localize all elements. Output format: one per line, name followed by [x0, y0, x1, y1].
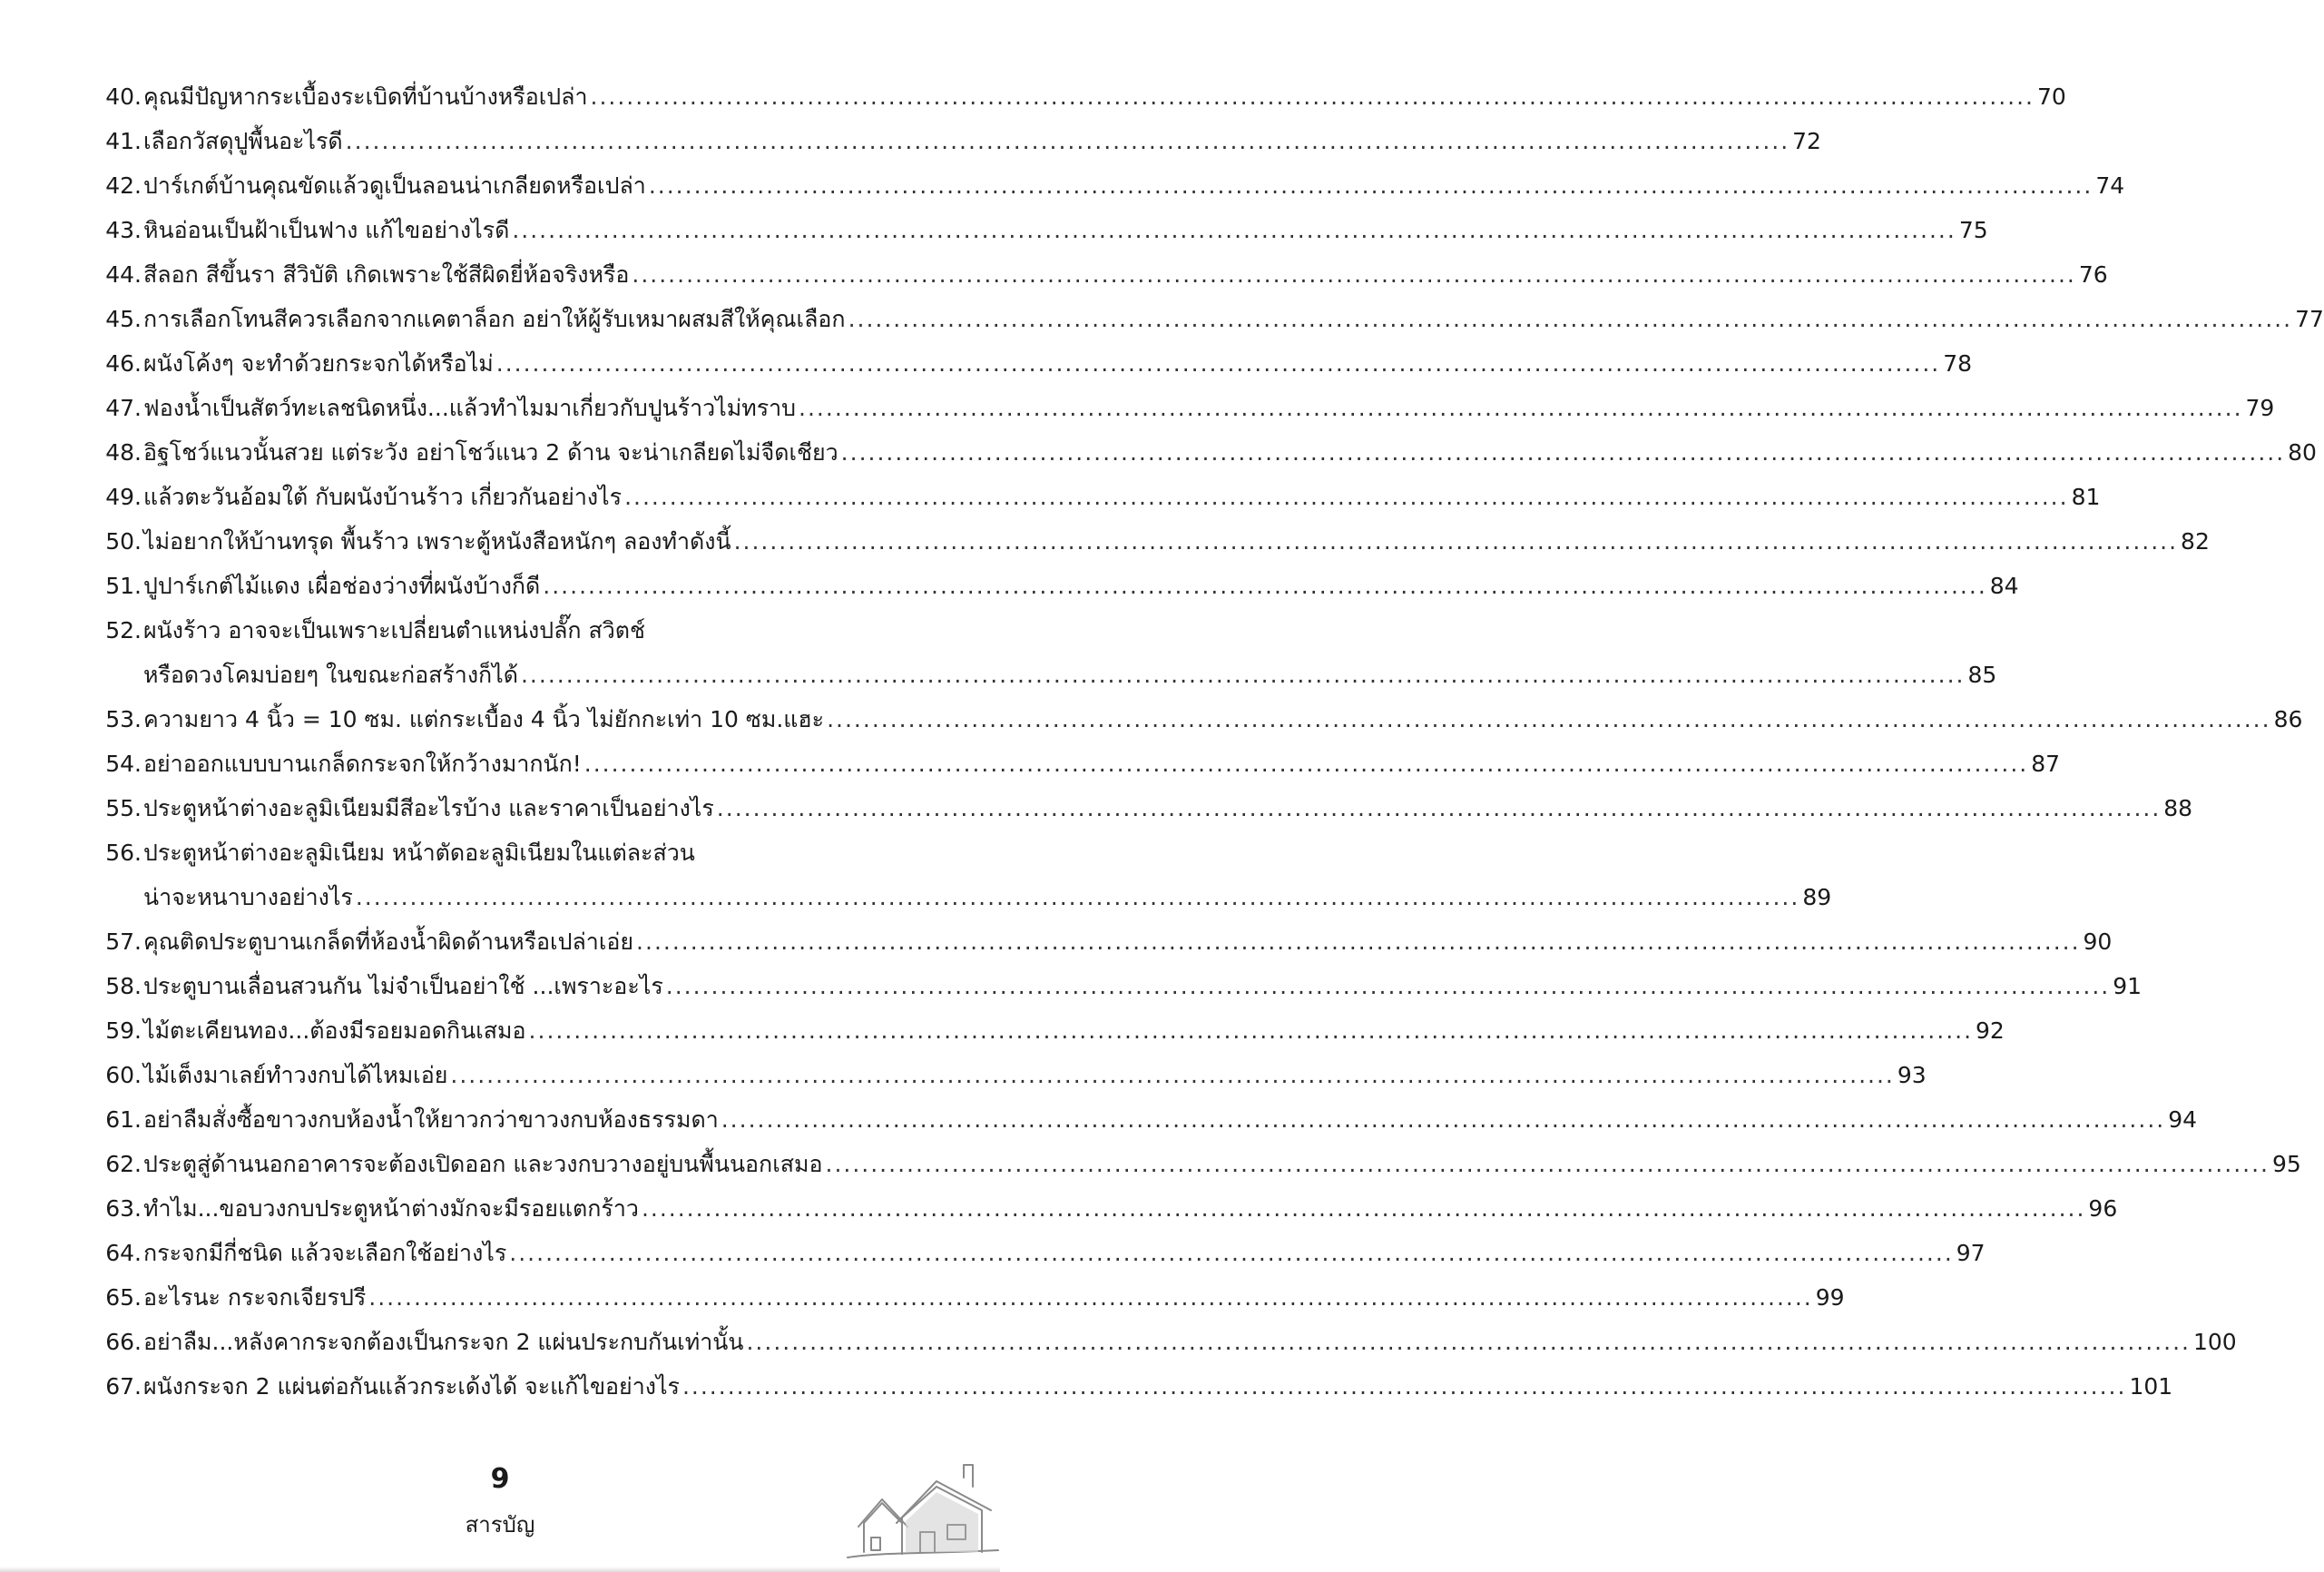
dot-leader: ................................................................................................................................................................	[509, 1240, 1954, 1266]
toc-entry-title: การเลือกโทนสีควรเลือกจากแคตาล็อก อย่าให้ผู้รับเหมาผสมสีให้คุณเลือก	[143, 306, 846, 332]
dot-leader: ................................................................................................................................................................	[648, 172, 2094, 199]
toc-entry-number: 63.	[105, 1195, 142, 1222]
toc-entry-title: ความยาว 4 นิ้ว = 10 ซม. แต่กระเบื้อง 4 นิ้ว ไม่ยักกะเท่า 10 ซม.แฮะ	[143, 706, 825, 732]
dot-leader: ................................................................................................................................................................	[543, 573, 1987, 599]
toc-entry-page: 87	[2031, 751, 2061, 777]
toc-entry	[102, 1275, 1845, 1320]
toc-entry-page: 86	[2273, 706, 2303, 732]
toc-entry-title: อิฐโชว์แนวนั้นสวย แต่ระวัง อย่าโชว์แนว 2 ด้าน จะน่าเกลียดไม่จืดเชียว	[143, 439, 838, 466]
dot-leader: ................................................................................................................................................................	[721, 1106, 2166, 1133]
toc-entry-page: 91	[2113, 973, 2143, 999]
dot-leader: ................................................................................................................................................................	[733, 528, 2179, 555]
toc-entry	[102, 1364, 2173, 1409]
toc-entry-page: 97	[1956, 1240, 1986, 1266]
toc-entry-title: ผนังร้าว อาจจะเป็นเพราะเปลี่ยนตำแหน่งปลั๊ก สวิตช์	[143, 617, 646, 644]
toc-entry-number: 62.	[105, 1151, 142, 1177]
toc-entry-title: คุณติดประตูบานเกล็ดที่ห้องน้ำผิดด้านหรือเปล่าเอ่ย	[143, 928, 634, 955]
toc-entry-number: 47.	[105, 395, 142, 421]
dot-leader: ................................................................................................................................................................	[520, 662, 1966, 688]
toc-entry-title: ประตูสู่ด้านนอกอาคารจะต้องเปิดออก และวงกบวางอยู่บนพื้นนอกเสมอ	[143, 1151, 823, 1177]
dot-leader: ................................................................................................................................................................	[840, 439, 2286, 466]
toc-entry	[102, 1320, 2237, 1364]
toc-entry-title: น่าจะหนาบางอย่างไร	[143, 884, 353, 910]
dot-leader: ................................................................................................................................................................	[368, 1284, 1813, 1311]
page-number: 9	[490, 1463, 510, 1495]
toc-entry-page: 72	[1792, 128, 1821, 154]
toc-entry-page: 95	[2271, 1151, 2301, 1177]
toc-entry-title: ปูปาร์เกต์ไม้แดง เผื่อช่องว่างที่ผนังบ้างก็ดี	[143, 573, 541, 599]
toc-entry-number: 51.	[105, 573, 142, 599]
dot-leader: ................................................................................................................................................................	[636, 928, 2081, 955]
toc-entry-title: อะไรนะ กระจกเจียรปรี	[143, 1284, 367, 1311]
toc-entry-number: 40.	[105, 84, 142, 110]
toc-entry-title: ฟองน้ำเป็นสัตว์ทะเลชนิดหนึ่ง...แล้วทำไมมาเกี่ยวกับปูนร้าวไม่ทราบ	[143, 395, 797, 421]
toc-entry	[102, 786, 2193, 830]
toc-entry	[102, 386, 2275, 430]
toc-entry-title: ประตูหน้าต่างอะลูมิเนียมมีสีอะไรบ้าง และราคาเป็นอย่างไร	[143, 795, 714, 821]
toc-entry-page: 93	[1897, 1062, 1927, 1088]
toc-entry-title: ทำไม...ขอบวงกบประตูหน้าต่างมักจะมีรอยแตกร้าว	[143, 1195, 639, 1222]
toc-entry-page: 84	[1989, 573, 2019, 599]
toc-entry-title: ผนังโค้งๆ จะทำด้วยกระจกได้หรือไม่	[143, 350, 494, 377]
dot-leader: ................................................................................................................................................................	[590, 84, 2035, 110]
toc-entry	[102, 1053, 1927, 1097]
toc-entry-title: อย่าลืมสั่งซื้อขาวงกบห้องน้ำให้ยาวกว่าขาวงกบห้องธรรมดา	[143, 1106, 719, 1133]
dot-leader: ................................................................................................................................................................	[345, 128, 1790, 154]
toc-entry-number: 65.	[105, 1284, 142, 1311]
toc-entry	[102, 119, 1821, 163]
toc-entry-title: อย่าลืม...หลังคากระจกต้องเป็นกระจก 2 แผ่นประกบกันเท่านั้น	[143, 1329, 744, 1355]
toc-entry-title: ผนังกระจก 2 แผ่นต่อกันแล้วกระเด้งได้ จะแก้ไขอย่างไร	[143, 1373, 680, 1400]
toc-entry-number: 45.	[105, 306, 142, 332]
dot-leader: ................................................................................................................................................................	[682, 1373, 2127, 1400]
toc-entry-number: 56.	[105, 840, 142, 866]
section-label: สารบัญ	[465, 1512, 535, 1538]
toc-entry-number: 46.	[105, 350, 142, 377]
toc-entry-number: 58.	[105, 973, 142, 999]
toc-entry-title: แล้วตะวันอ้อมใต้ กับผนังบ้านร้าว เกี่ยวกันอย่างไร	[143, 484, 623, 510]
dot-leader: ................................................................................................................................................................	[355, 884, 1800, 910]
toc-entry-number: 57.	[105, 928, 142, 955]
dot-leader: ................................................................................................................................................................	[665, 973, 2111, 999]
toc-entry-page: 96	[2088, 1195, 2118, 1222]
toc-entry	[102, 74, 2066, 119]
toc-entry	[102, 297, 2324, 341]
toc-entry-title: ไม่อยากให้บ้านทรุด พื้นร้าว เพราะตู้หนังสือหนักๆ ลองทำดังนี้	[143, 528, 731, 555]
toc-entry-number: 49.	[105, 484, 142, 510]
toc-entry-title: ประตูบานเลื่อนสวนกัน ไม่จำเป็นอย่าใช้ ...เพราะอะไร	[143, 973, 663, 999]
toc-entry-page: 100	[2192, 1329, 2237, 1355]
toc-entry-page: 81	[2071, 484, 2101, 510]
toc-entry-page: 76	[2078, 261, 2108, 288]
toc-entry	[102, 742, 2061, 786]
dot-leader: ................................................................................................................................................................	[528, 1017, 1974, 1044]
dot-leader: ................................................................................................................................................................	[632, 261, 2076, 288]
toc-entry	[102, 475, 2101, 519]
toc-entry-number: 55.	[105, 795, 142, 821]
toc-entry	[102, 163, 2125, 208]
toc-entry-title: ปาร์เกต์บ้านคุณขัดแล้วดูเป็นลอนน่าเกลียดหรือเปล่า	[143, 172, 646, 199]
toc-entry-page: 79	[2245, 395, 2275, 421]
dot-leader: ................................................................................................................................................................	[495, 350, 1941, 377]
toc-entry-number: 67.	[105, 1373, 142, 1400]
dot-leader: ................................................................................................................................................................	[450, 1062, 1895, 1088]
dot-leader: ................................................................................................................................................................	[512, 217, 1956, 243]
dot-leader: ................................................................................................................................................................	[848, 306, 2293, 332]
dot-leader: ................................................................................................................................................................	[641, 1195, 2086, 1222]
toc-entry-page: 85	[1967, 662, 1997, 688]
toc-entry	[102, 252, 2108, 297]
toc-entry	[102, 564, 2019, 608]
toc-entry-page: 99	[1815, 1284, 1845, 1311]
dot-leader: ................................................................................................................................................................	[716, 795, 2162, 821]
toc-entry-number: 48.	[105, 439, 142, 466]
toc-entry	[102, 430, 2317, 475]
toc-entry-title: เลือกวัสดุปูพื้นอะไรดี	[143, 128, 343, 154]
dot-leader: ................................................................................................................................................................	[624, 484, 2069, 510]
toc-entry-number: 50.	[105, 528, 142, 555]
dot-leader: ................................................................................................................................................................	[583, 751, 2029, 777]
toc-entry-number: 53.	[105, 706, 142, 732]
toc-entry	[102, 1186, 2118, 1231]
toc-entry-page: 89	[1802, 884, 1832, 910]
toc-entry-number: 61.	[105, 1106, 142, 1133]
toc-entry	[102, 1097, 2198, 1142]
page-bottom-edge	[0, 1567, 1000, 1572]
toc-entry-title: ประตูหน้าต่างอะลูมิเนียม หน้าตัดอะลูมิเนียมในแต่ละส่วน	[143, 840, 695, 866]
toc-entry-number: 42.	[105, 172, 142, 199]
toc-entry-page: 94	[2168, 1106, 2198, 1133]
toc-entry-title: คุณมีปัญหากระเบื้องระเบิดที่บ้านบ้างหรือเปล่า	[143, 84, 588, 110]
toc-entry-page: 74	[2095, 172, 2125, 199]
toc-entry	[102, 697, 2303, 742]
toc-entry	[102, 519, 2210, 564]
toc-entry-number: 43.	[105, 217, 142, 243]
toc-entry-number: 64.	[105, 1240, 142, 1266]
toc-entry-page: 88	[2163, 795, 2193, 821]
toc-entry-page: 78	[1943, 350, 1973, 377]
toc-entry-title: อย่าออกแบบบานเกล็ดกระจกให้กว้างมากนัก!	[143, 751, 582, 777]
toc-entry-number: 41.	[105, 128, 142, 154]
dot-leader: ................................................................................................................................................................	[799, 395, 2243, 421]
toc-entry	[102, 1231, 1986, 1275]
toc-entry	[102, 208, 1988, 252]
dot-leader: ................................................................................................................................................................	[746, 1329, 2191, 1355]
toc-entry-title: กระจกมีกี่ชนิด แล้วจะเลือกใช้อย่างไร	[143, 1240, 507, 1266]
toc-entry-page: 70	[2037, 84, 2066, 110]
toc-entry-page: 75	[1958, 217, 1988, 243]
toc-entry	[102, 1142, 2301, 1186]
toc-entry-page: 77	[2295, 306, 2324, 332]
toc-entry	[102, 919, 2113, 964]
toc-entry-page: 92	[1976, 1017, 2005, 1044]
toc-entry-page: 101	[2129, 1373, 2173, 1400]
toc-entry-number: 60.	[105, 1062, 142, 1088]
toc-entry	[102, 341, 1973, 386]
toc-entry-page: 90	[2083, 928, 2113, 955]
toc-entry-title: ไม้เต็งมาเลย์ทำวงกบได้ไหมเอ่ย	[143, 1062, 448, 1088]
toc-entry-number: 44.	[105, 261, 142, 288]
toc-entry-title: สีลอก สีขึ้นรา สีวิบัติ เกิดเพราะใช้สีผิดยี่ห้อจริงหรือ	[143, 261, 630, 288]
toc-entry	[102, 830, 1832, 919]
toc-entry-page: 80	[2288, 439, 2317, 466]
toc-entry-title: หรือดวงโคมบ่อยๆ ในขณะก่อสร้างก็ได้	[143, 662, 518, 688]
toc-entry	[102, 608, 1997, 697]
house-sketch-icon	[846, 1450, 1000, 1572]
toc-entry	[102, 1008, 2005, 1053]
toc-entry	[102, 964, 2143, 1008]
table-of-contents	[102, 74, 2324, 1409]
toc-entry-number: 52.	[105, 617, 142, 644]
toc-entry-number: 54.	[105, 751, 142, 777]
dot-leader: ................................................................................................................................................................	[827, 706, 2271, 732]
toc-entry-title: หินอ่อนเป็นฝ้าเป็นฟาง แก้ไขอย่างไรดี	[143, 217, 510, 243]
toc-entry-title: ไม้ตะเคียนทอง...ต้องมีรอยมอดกินเสมอ	[143, 1017, 526, 1044]
toc-entry-number: 66.	[105, 1329, 142, 1355]
dot-leader: ................................................................................................................................................................	[825, 1151, 2270, 1177]
toc-entry-page: 82	[2181, 528, 2210, 555]
toc-entry-number: 59.	[105, 1017, 142, 1044]
